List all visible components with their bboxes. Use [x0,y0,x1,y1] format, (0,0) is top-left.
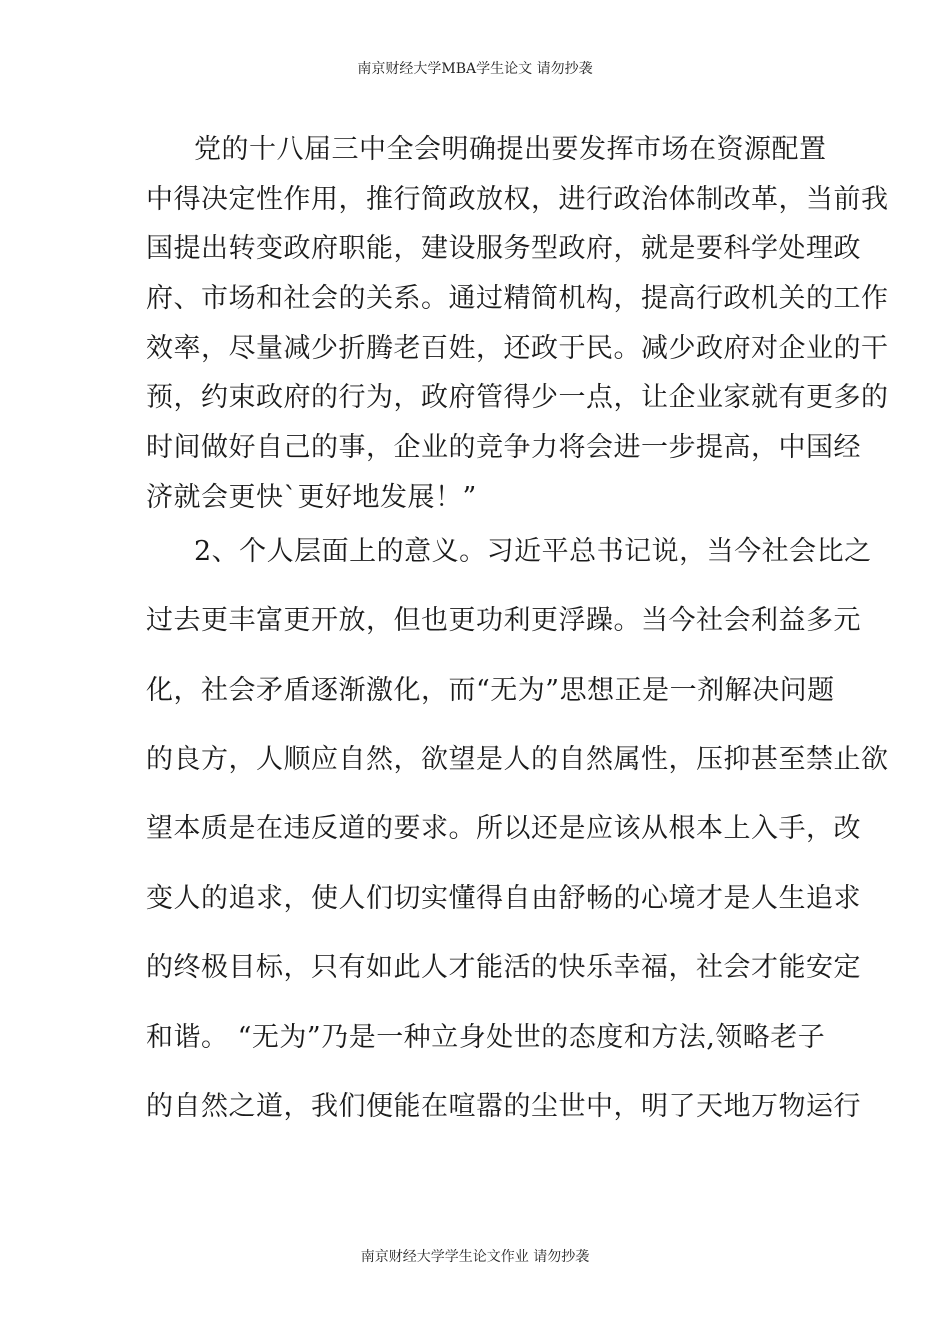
page-footer: 南京财经大学学生论文作业 请勿抄袭 [360,1249,590,1265]
page-header: 南京财经大学MBA学生论文 请勿抄袭 [357,61,593,77]
text-line: 效率，尽量减少折腾老百姓，还政于民。减少政府对企业的干 [146,333,889,364]
text-line: 中得决定性作用，推行简政放权，进行政治体制改革，当前我 [146,184,889,215]
text-line: 变人的追求，使人们切实懂得自由舒畅的心境才是人生追求 [146,883,861,914]
text-line: 府、市场和社会的关系。通过精简机构，提高行政机关的工作 [146,283,889,314]
text-line: 化，社会矛盾逐渐激化，而“无为”思想正是一剂解决问题 [146,675,835,706]
text-line: 的自然之道，我们便能在喧嚣的尘世中，明了天地万物运行 [146,1091,861,1122]
text-line: 和谐。 “无为”乃是一种立身处世的态度和方法,领略老子 [146,1022,826,1053]
text-line: 的良方，人顺应自然，欲望是人的自然属性，压抑甚至禁止欲 [146,744,889,775]
text-line: 望本质是在违反道的要求。所以还是应该从根本上入手，改 [146,813,861,844]
text-line: 济就会更快`更好地发展！” [146,482,477,513]
text-line: 的终极目标，只有如此人才能活的快乐幸福，社会才能安定 [146,952,861,983]
text-line: 国提出转变政府职能，建设服务型政府，就是要科学处理政 [146,233,861,264]
text-line: 时间做好自己的事，企业的竞争力将会进一步提高，中国经 [146,432,861,463]
text-line: 党的十八届三中全会明确提出要发挥市场在资源配置 [194,134,827,165]
text-line: 过去更丰富更开放，但也更功利更浮躁。当今社会利益多元 [146,605,861,636]
text-line: 2、个人层面上的意义。习近平总书记说，当今社会比之 [194,536,872,567]
text-line: 预，约束政府的行为，政府管得少一点，让企业家就有更多的 [146,382,889,413]
